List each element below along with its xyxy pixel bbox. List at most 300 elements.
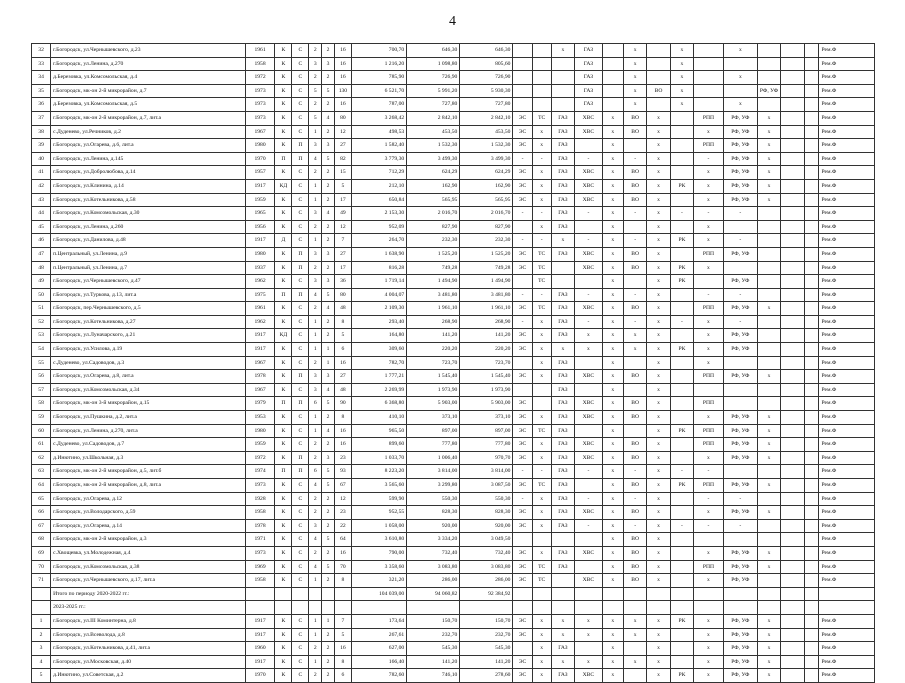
sys-8-cell: РК <box>670 261 693 275</box>
row-number-cell: 55 <box>32 356 51 370</box>
sys-13-cell <box>804 451 819 465</box>
sys-12-cell <box>781 111 804 125</box>
sys-11-cell: х <box>757 302 780 316</box>
empty-cell <box>781 587 804 601</box>
residential-area-cell: 232,70 <box>460 628 513 642</box>
floors-cell: 2 <box>309 261 322 275</box>
apartments-cell: 23 <box>334 506 351 520</box>
sys-7-cell: х <box>647 614 670 628</box>
total-area-cell: 599,90 <box>351 492 406 506</box>
apartments-cell: 7 <box>334 234 351 248</box>
table-row <box>32 424 875 438</box>
sys-2-cell <box>532 397 551 411</box>
sys-3-cell: ГАЗ <box>551 438 574 452</box>
sys-12-cell <box>781 356 804 370</box>
sys-7-cell: х <box>647 152 670 166</box>
sys-7-cell: х <box>647 288 670 302</box>
year-built-cell: 1961 <box>245 302 275 316</box>
sys-13-cell <box>804 574 819 588</box>
sys-3-cell <box>551 574 574 588</box>
sys-2-cell <box>532 84 551 98</box>
table-row <box>32 275 875 289</box>
sys-2-cell <box>532 71 551 85</box>
sys-10-cell: РФ, УФ <box>723 506 757 520</box>
wall-material-cell: П <box>275 288 292 302</box>
roof-type-cell: С <box>292 642 309 656</box>
total-area-cell: 173,64 <box>351 614 406 628</box>
sys-4-cell: - <box>575 519 603 533</box>
apartments-cell: 16 <box>334 438 351 452</box>
residential-area-cell: 1 545,40 <box>460 370 513 384</box>
year-built-cell: 1967 <box>245 383 275 397</box>
sys-12-cell <box>781 397 804 411</box>
sys-5-cell <box>602 71 623 85</box>
year-built-cell: 1958 <box>245 57 275 71</box>
sys-7-cell: х <box>647 315 670 329</box>
sys-8-cell <box>670 492 693 506</box>
address-cell: г.Богородск, ул.Котельникова, д.58 <box>51 193 246 207</box>
living-area-cell: 749,28 <box>407 261 460 275</box>
sys-5-cell: х <box>602 533 623 547</box>
sys-5-cell: х <box>602 207 623 221</box>
roof-type-cell: П <box>292 139 309 153</box>
sys-5-cell <box>602 84 623 98</box>
total-label: Итого по периоду 2020-2022 гг.: <box>51 587 246 601</box>
wall-material-cell: К <box>275 438 292 452</box>
sys-1-cell: ЭС <box>513 669 532 683</box>
fund-method-cell: Рем.Ф <box>819 642 875 656</box>
fund-method-cell: Рем.Ф <box>819 533 875 547</box>
sys-13-cell <box>804 179 819 193</box>
year-built-cell: 1956 <box>245 220 275 234</box>
empty-cell <box>322 601 335 615</box>
entrances-cell: 5 <box>322 560 335 574</box>
empty-cell <box>757 601 780 615</box>
sys-11-cell <box>757 329 780 343</box>
living-area-cell: 150,70 <box>407 614 460 628</box>
total-area-cell: 790,00 <box>351 546 406 560</box>
floors-cell: 1 <box>309 315 322 329</box>
sys-4-cell: ХВС <box>575 574 603 588</box>
address-cell: г.Богородск, ул.Московская, д.40 <box>51 655 246 669</box>
fund-method-cell: Рем.Ф <box>819 492 875 506</box>
sys-11-cell: х <box>757 479 780 493</box>
sys-9-cell: х <box>694 655 724 669</box>
address-cell: г.Богородск, ул.Усилова, д.19 <box>51 343 246 357</box>
floors-cell: 3 <box>309 247 322 261</box>
sys-10-cell: РФ, УФ <box>723 302 757 316</box>
sys-13-cell <box>804 506 819 520</box>
sys-5-cell: х <box>602 234 623 248</box>
roof-type-cell: С <box>292 424 309 438</box>
sys-8-cell <box>670 438 693 452</box>
roof-type-cell: П <box>292 370 309 384</box>
address-cell: г.Богородск, ул.Огарева, д.14 <box>51 519 246 533</box>
entrances-cell: 2 <box>322 655 335 669</box>
residential-area-cell: 373,10 <box>460 411 513 425</box>
sys-2-cell: х <box>532 356 551 370</box>
sys-10-cell: РФ, УФ <box>723 614 757 628</box>
empty-cell <box>723 587 757 601</box>
sys-12-cell <box>781 139 804 153</box>
sys-12-cell <box>781 383 804 397</box>
fund-method-cell: Рем.Ф <box>819 546 875 560</box>
sys-4-cell: ГАЗ <box>575 71 603 85</box>
sys-4-cell: ХВС <box>575 669 603 683</box>
entrances-cell: 5 <box>322 479 335 493</box>
sys-4-cell: - <box>575 465 603 479</box>
sys-4-cell: ХВС <box>575 397 603 411</box>
roof-type-cell: С <box>292 560 309 574</box>
sys-10-cell: х <box>723 71 757 85</box>
sys-10-cell <box>723 261 757 275</box>
sys-3-cell: ГАЗ <box>551 207 574 221</box>
floors-cell: 1 <box>309 614 322 628</box>
entrances-cell: 5 <box>322 465 335 479</box>
address-cell: г.Богородск, ул.Володарского, д.59 <box>51 506 246 520</box>
sys-1-cell <box>513 57 532 71</box>
sys-11-cell <box>757 275 780 289</box>
address-cell: д.Инютино, ул.Советская, д.2 <box>51 669 246 683</box>
row-number-cell: 42 <box>32 179 51 193</box>
sys-12-cell <box>781 614 804 628</box>
address-cell: г.Богородск, ул.Огарева, д.12 <box>51 492 246 506</box>
sys-13-cell <box>804 669 819 683</box>
year-built-cell: 1967 <box>245 125 275 139</box>
sys-3-cell: х <box>551 343 574 357</box>
sys-8-cell <box>670 220 693 234</box>
wall-material-cell: К <box>275 655 292 669</box>
roof-type-cell: П <box>292 288 309 302</box>
residential-area-cell: 141,20 <box>460 655 513 669</box>
sys-11-cell <box>757 234 780 248</box>
total-area-cell: 410,10 <box>351 411 406 425</box>
sys-3-cell: ГАЗ <box>551 370 574 384</box>
address-cell: г.Богородск, мк-он 2-й микрорайон, д.7, лит.а <box>51 111 246 125</box>
wall-material-cell: К <box>275 220 292 234</box>
apartments-cell: 7 <box>334 614 351 628</box>
sys-4-cell <box>575 479 603 493</box>
living-area-cell: 2 016,70 <box>407 207 460 221</box>
sys-9-cell: РПП <box>694 302 724 316</box>
sys-12-cell <box>781 179 804 193</box>
sys-6-cell: - <box>623 207 646 221</box>
sys-8-cell <box>670 574 693 588</box>
sys-11-cell <box>757 44 780 58</box>
row-number-cell: 46 <box>32 234 51 248</box>
table-row <box>32 370 875 384</box>
sys-1-cell: - <box>513 288 532 302</box>
sys-4-cell: - <box>575 152 603 166</box>
living-area-cell: 3 499,30 <box>407 152 460 166</box>
floors-cell: 1 <box>309 125 322 139</box>
row-number-cell: 5 <box>32 669 51 683</box>
floors-cell: 2 <box>309 166 322 180</box>
floors-cell: 2 <box>309 71 322 85</box>
floors-cell: 1 <box>309 424 322 438</box>
residential-area-cell: 5 903,00 <box>460 397 513 411</box>
year-built-cell: 1970 <box>245 152 275 166</box>
wall-material-cell: К <box>275 479 292 493</box>
sys-2-cell: - <box>532 465 551 479</box>
row-number-cell: 2 <box>32 628 51 642</box>
fund-method-cell: Рем.Ф <box>819 247 875 261</box>
sys-4-cell: ХВС <box>575 302 603 316</box>
wall-material-cell: К <box>275 111 292 125</box>
total-area-cell: 627,00 <box>351 642 406 656</box>
sys-5-cell: х <box>602 465 623 479</box>
sys-4-cell: ХВС <box>575 451 603 465</box>
wall-material-cell: КД <box>275 329 292 343</box>
sys-13-cell <box>804 288 819 302</box>
sys-4-cell: ХВС <box>575 179 603 193</box>
apartments-cell: 67 <box>334 479 351 493</box>
apartments-cell: 82 <box>334 152 351 166</box>
sys-7-cell: х <box>647 655 670 669</box>
empty-cell <box>575 587 603 601</box>
roof-type-cell: С <box>292 98 309 112</box>
address-cell: д.Березовка, ул.Комсомольская, д.5 <box>51 98 246 112</box>
sys-5-cell: х <box>602 125 623 139</box>
sys-11-cell: х <box>757 125 780 139</box>
sys-1-cell: ЭС <box>513 179 532 193</box>
row-number-cell: 32 <box>32 44 51 58</box>
sys-3-cell <box>551 84 574 98</box>
address-cell: с.Дуденево, ул.Речников, д.2 <box>51 125 246 139</box>
table-row <box>32 98 875 112</box>
total-area-cell: 700,70 <box>351 44 406 58</box>
sys-6-cell: ВО <box>623 479 646 493</box>
sys-1-cell: ЭС <box>513 424 532 438</box>
residential-area-cell: 777,80 <box>460 438 513 452</box>
total-a3-cell: 92 384,92 <box>460 587 513 601</box>
total-area-cell: 782,60 <box>351 669 406 683</box>
sys-10-cell: РФ, УФ <box>723 343 757 357</box>
row-number-cell: 3 <box>32 642 51 656</box>
living-area-cell: 373,10 <box>407 411 460 425</box>
sys-13-cell <box>804 139 819 153</box>
sys-4-cell <box>575 356 603 370</box>
sys-8-cell <box>670 139 693 153</box>
fund-method-cell: Рем.Ф <box>819 275 875 289</box>
total-area-cell: 650,84 <box>351 193 406 207</box>
living-area-cell: 723,70 <box>407 356 460 370</box>
sys-10-cell: РФ, УФ <box>723 628 757 642</box>
floors-cell: 2 <box>309 44 322 58</box>
roof-type-cell: С <box>292 125 309 139</box>
sys-3-cell: ГАЗ <box>551 506 574 520</box>
fund-method-cell: Рем.Ф <box>819 57 875 71</box>
sys-5-cell: х <box>602 642 623 656</box>
sys-3-cell: ГАЗ <box>551 302 574 316</box>
fund-method-cell: Рем.Ф <box>819 44 875 58</box>
sys-11-cell: х <box>757 111 780 125</box>
floors-cell: 3 <box>309 383 322 397</box>
sys-7-cell: х <box>647 669 670 683</box>
sys-8-cell: РК <box>670 343 693 357</box>
apartments-cell: 12 <box>334 220 351 234</box>
sys-9-cell: х <box>694 546 724 560</box>
floors-cell: 4 <box>309 152 322 166</box>
fund-method-cell: Рем.Ф <box>819 179 875 193</box>
sys-6-cell: ВО <box>623 438 646 452</box>
sys-4-cell: ХВС <box>575 438 603 452</box>
sys-8-cell <box>670 411 693 425</box>
sys-7-cell: ВО <box>647 84 670 98</box>
year-built-cell: 1960 <box>245 642 275 656</box>
sys-4-cell: х <box>575 614 603 628</box>
period-row <box>32 601 875 615</box>
sys-1-cell <box>513 84 532 98</box>
empty-cell <box>245 587 275 601</box>
housing-register-table <box>31 43 875 683</box>
floors-cell: 1 <box>309 574 322 588</box>
residential-area-cell: 1 961,10 <box>460 302 513 316</box>
sys-1-cell: - <box>513 492 532 506</box>
sys-10-cell: - <box>723 315 757 329</box>
empty-cell <box>322 587 335 601</box>
roof-type-cell: С <box>292 166 309 180</box>
sys-13-cell <box>804 614 819 628</box>
apartments-cell: 16 <box>334 57 351 71</box>
sys-9-cell <box>694 84 724 98</box>
sys-3-cell <box>551 275 574 289</box>
fund-method-cell: Рем.Ф <box>819 302 875 316</box>
sys-12-cell <box>781 261 804 275</box>
sys-11-cell: х <box>757 411 780 425</box>
sys-2-cell: - <box>532 152 551 166</box>
sys-5-cell <box>602 98 623 112</box>
total-area-cell: 782,70 <box>351 356 406 370</box>
sys-7-cell: х <box>647 411 670 425</box>
sys-13-cell <box>804 479 819 493</box>
sys-9-cell: х <box>694 125 724 139</box>
living-area-cell: 897,00 <box>407 424 460 438</box>
sys-2-cell: х <box>532 506 551 520</box>
sys-6-cell: х <box>623 614 646 628</box>
living-area-cell: 827,90 <box>407 220 460 234</box>
total-area-cell: 1 582,40 <box>351 139 406 153</box>
sys-6-cell: х <box>623 71 646 85</box>
sys-3-cell: ГАЗ <box>551 397 574 411</box>
sys-1-cell: ЭС <box>513 370 532 384</box>
sys-3-cell: ГАЗ <box>551 642 574 656</box>
sys-12-cell <box>781 84 804 98</box>
sys-2-cell: х <box>532 546 551 560</box>
floors-cell: 6 <box>309 397 322 411</box>
sys-7-cell: х <box>647 424 670 438</box>
row-number-cell: 65 <box>32 492 51 506</box>
sys-9-cell: - <box>694 152 724 166</box>
sys-6-cell: ВО <box>623 125 646 139</box>
sys-9-cell: х <box>694 179 724 193</box>
sys-11-cell <box>757 98 780 112</box>
sys-3-cell: ГАЗ <box>551 519 574 533</box>
total-area-cell: 498,53 <box>351 125 406 139</box>
floors-cell: 5 <box>309 111 322 125</box>
entrances-cell: 5 <box>322 84 335 98</box>
sys-11-cell <box>757 343 780 357</box>
sys-7-cell: х <box>647 506 670 520</box>
floors-cell: 4 <box>309 479 322 493</box>
residential-area-cell: 805,60 <box>460 57 513 71</box>
residential-area-cell: 3 049,50 <box>460 533 513 547</box>
sys-8-cell: РК <box>670 424 693 438</box>
sys-4-cell: ХВС <box>575 546 603 560</box>
sys-1-cell: ЭС <box>513 247 532 261</box>
roof-type-cell: С <box>292 220 309 234</box>
empty-cell <box>532 601 551 615</box>
sys-8-cell: х <box>670 57 693 71</box>
sys-10-cell: - <box>723 288 757 302</box>
sys-4-cell: ГАЗ <box>575 44 603 58</box>
sys-2-cell: ТС <box>532 275 551 289</box>
sys-9-cell <box>694 383 724 397</box>
roof-type-cell: С <box>292 438 309 452</box>
apartments-cell: 90 <box>334 397 351 411</box>
sys-2-cell: х <box>532 614 551 628</box>
roof-type-cell: С <box>292 71 309 85</box>
fund-method-cell: Рем.Ф <box>819 628 875 642</box>
apartments-cell: 16 <box>334 642 351 656</box>
entrances-cell: 2 <box>322 315 335 329</box>
empty-cell <box>309 601 322 615</box>
apartments-cell: 16 <box>334 356 351 370</box>
sys-5-cell: х <box>602 329 623 343</box>
sys-6-cell <box>623 139 646 153</box>
sys-5-cell: х <box>602 669 623 683</box>
sys-3-cell <box>551 533 574 547</box>
roof-type-cell: С <box>292 411 309 425</box>
living-area-cell: 828,30 <box>407 506 460 520</box>
year-built-cell: 1970 <box>245 669 275 683</box>
table-row <box>32 288 875 302</box>
empty-cell <box>647 587 670 601</box>
sys-9-cell: х <box>694 220 724 234</box>
sys-1-cell: - <box>513 152 532 166</box>
fund-method-cell: Рем.Ф <box>819 207 875 221</box>
wall-material-cell: К <box>275 356 292 370</box>
wall-material-cell: К <box>275 193 292 207</box>
fund-method-cell: Рем.Ф <box>819 71 875 85</box>
sys-9-cell: х <box>694 166 724 180</box>
sys-9-cell: - <box>694 492 724 506</box>
sys-12-cell <box>781 655 804 669</box>
apartments-cell: 80 <box>334 288 351 302</box>
sys-1-cell: ЭС <box>513 574 532 588</box>
floors-cell: 1 <box>309 179 322 193</box>
fund-method-cell: Рем.Ф <box>819 397 875 411</box>
living-area-cell: 3 814,00 <box>407 465 460 479</box>
sys-8-cell <box>670 560 693 574</box>
residential-area-cell: 1 973,90 <box>460 383 513 397</box>
sys-12-cell <box>781 98 804 112</box>
row-number-cell: 36 <box>32 98 51 112</box>
total-area-cell: 164,80 <box>351 329 406 343</box>
residential-area-cell: 727,80 <box>460 98 513 112</box>
sys-4-cell: х <box>575 628 603 642</box>
sys-5-cell: х <box>602 179 623 193</box>
year-built-cell: 1917 <box>245 614 275 628</box>
apartments-cell: 16 <box>334 98 351 112</box>
sys-1-cell <box>513 71 532 85</box>
sys-8-cell: х <box>670 44 693 58</box>
row-number-cell: 58 <box>32 397 51 411</box>
empty-cell <box>694 587 724 601</box>
address-cell: г.Богородск, ул.Данилова, д.48 <box>51 234 246 248</box>
sys-9-cell: х <box>694 628 724 642</box>
sys-3-cell: ГАЗ <box>551 139 574 153</box>
